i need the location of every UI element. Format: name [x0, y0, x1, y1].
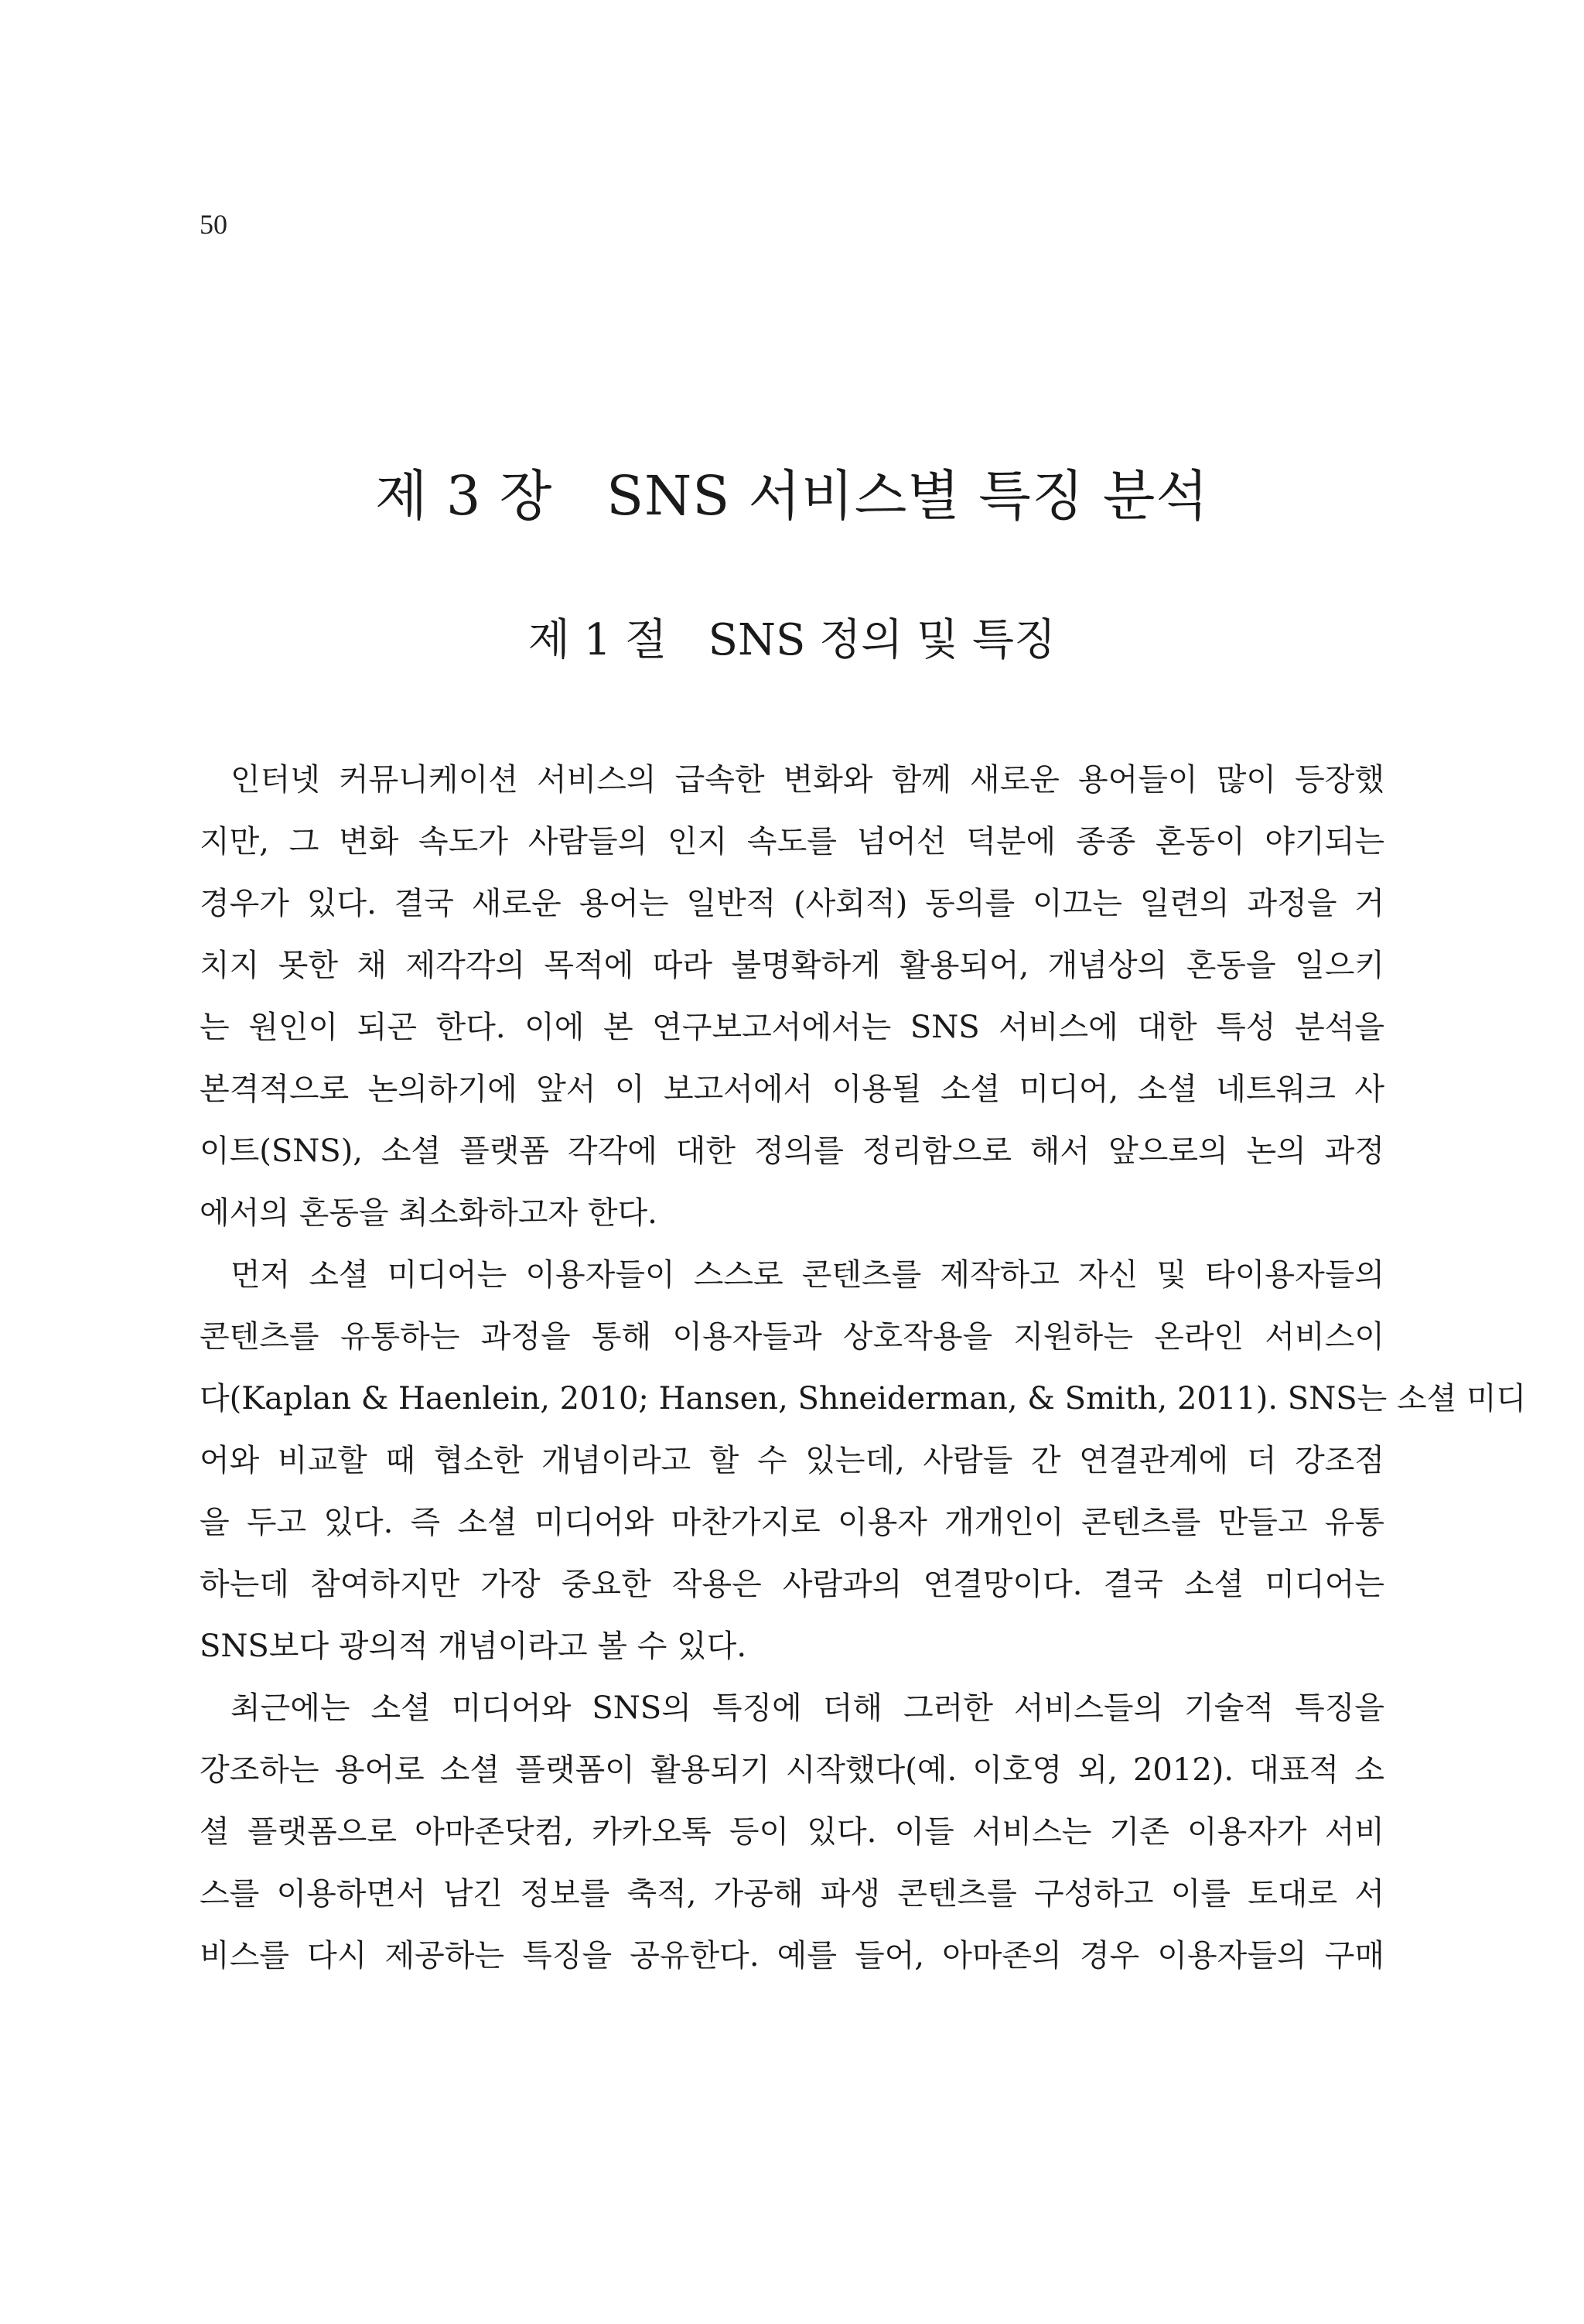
text-line: 셜 플랫폼으로 아마존닷컴, 카카오톡 등이 있다. 이들 서비스는 기존 이용자가 서비: [200, 1814, 1384, 1850]
paragraph-1: [200, 749, 1384, 1244]
text-line: 이트(SNS), 소셜 플랫폼 각각에 대한 정의를 정리함으로 해서 앞으로의 논의 과정: [200, 1133, 1384, 1169]
text-line: 콘텐츠를 유통하는 과정을 통해 이용자들과 상호작용을 지원하는 온라인 서비스이: [200, 1319, 1384, 1355]
text-line: 먼저 소셜 미디어는 이용자들이 스스로 콘텐츠를 제작하고 자신 및 타이용자들의: [230, 1257, 1384, 1293]
text-line: SNS보다 광의적 개념이라고 볼 수 있다.: [200, 1629, 747, 1664]
text-line: 지만, 그 변화 속도가 사람들의 인지 속도를 넘어선 덕분에 종종 혼동이 야기되는: [200, 824, 1384, 860]
text-line: 최근에는 소셜 미디어와 SNS의 특징에 더해 그러한 서비스들의 기술적 특징을: [230, 1690, 1384, 1726]
paragraph-3: [200, 1677, 1384, 1987]
text-line: 스를 이용하면서 남긴 정보를 축적, 가공해 파생 콘텐츠를 구성하고 이를 토대로 서: [200, 1876, 1384, 1912]
page-number: 50: [200, 209, 227, 240]
text-line: 비스를 다시 제공하는 특징을 공유한다. 예를 들어, 아마존의 경우 이용자들의 구매: [200, 1938, 1384, 1974]
text-line: 하는데 참여하지만 가장 중요한 작용은 사람과의 연결망이다. 결국 소셜 미디어는: [200, 1567, 1384, 1602]
text-line: 다(Kaplan & Haenlein, 2010; Hansen, Shneiderman, & Smith, 2011). SNS는 소셜 미디: [200, 1381, 1527, 1417]
text-line: 인터넷 커뮤니케이션 서비스의 급속한 변화와 함께 새로운 용어들이 많이 등장했: [230, 762, 1384, 798]
text-line: 에서의 혼동을 최소화하고자 한다.: [200, 1195, 657, 1231]
text-line: 강조하는 용어로 소셜 플랫폼이 활용되기 시작했다(예. 이호영 외, 2012). 대표적 소: [200, 1752, 1384, 1788]
paragraph-2: [200, 1244, 1527, 1677]
text-line: 어와 비교할 때 협소한 개념이라고 할 수 있는데, 사람들 간 연결관계에 더 강조점: [200, 1443, 1384, 1478]
text-line: 경우가 있다. 결국 새로운 용어는 일반적 (사회적) 동의를 이끄는 일련의 과정을 거: [200, 886, 1384, 921]
text-line: 을 두고 있다. 즉 소셜 미디어와 마찬가지로 이용자 개개인이 콘텐츠를 만들고 유통: [200, 1505, 1384, 1540]
text-line: 본격적으로 논의하기에 앞서 이 보고서에서 이용될 소셜 미디어, 소셜 네트워크 사: [200, 1071, 1384, 1107]
body-text: [200, 749, 1527, 1987]
text-line: 는 원인이 되곤 한다. 이에 본 연구보고서에서는 SNS 서비스에 대한 특성 분석을: [200, 1010, 1384, 1045]
section-title: 제 1 절 SNS 정의 및 특징: [527, 615, 1057, 665]
chapter-title: 제 3 장 SNS 서비스별 특징 분석: [375, 464, 1209, 528]
text-line: 치지 못한 채 제각각의 목적에 따라 불명확하게 활용되어, 개념상의 혼동을 일으키: [200, 948, 1384, 983]
